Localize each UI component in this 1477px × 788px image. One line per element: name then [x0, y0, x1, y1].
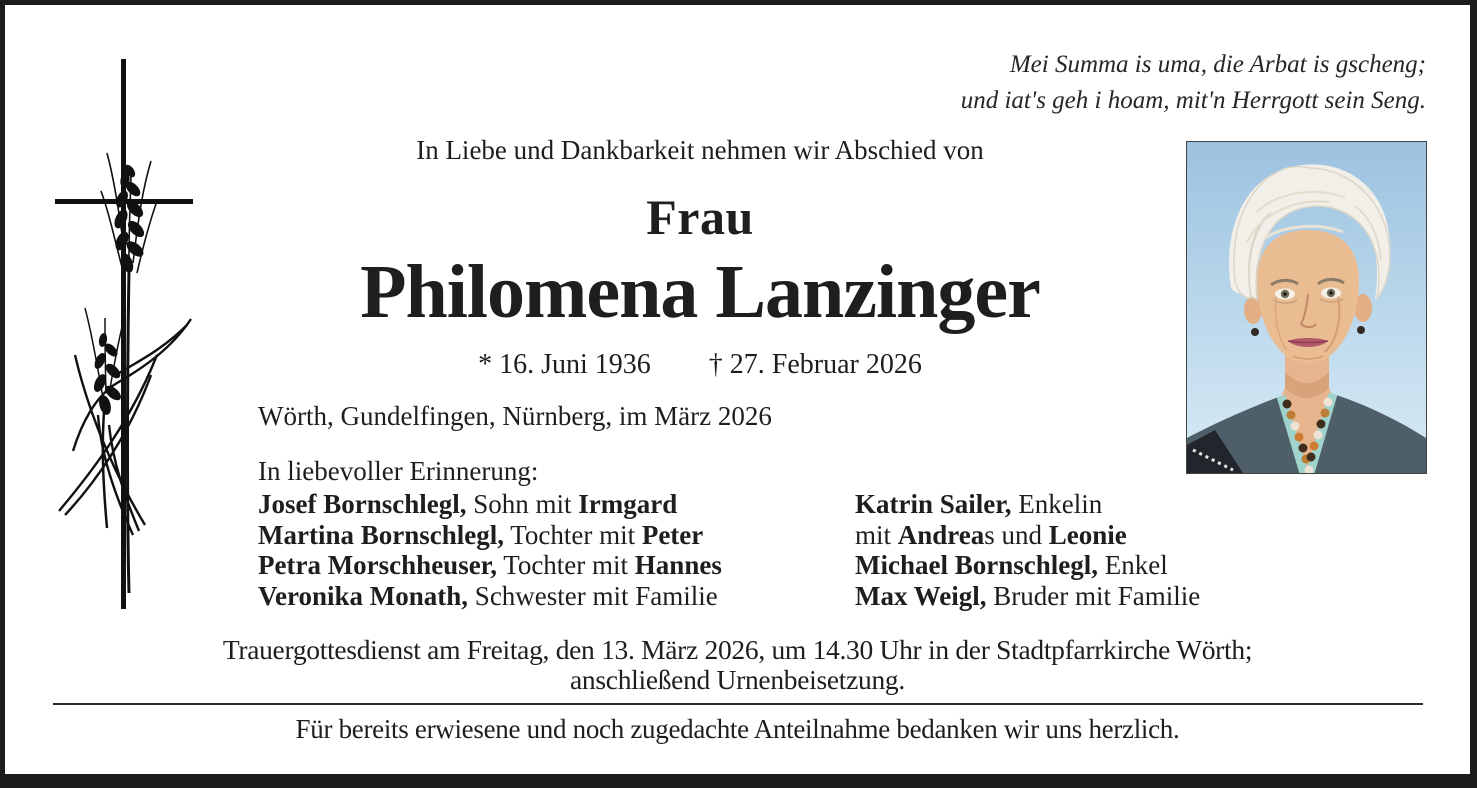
mourner-line: Michael Bornschlegl, Enkel [855, 550, 1168, 580]
quote-line-1: Mei Summa is uma, die Arbat is gscheng; [1009, 51, 1426, 78]
intro-line: In Liebe und Dankbarkeit nehmen wir Abschied von [416, 135, 984, 165]
service-line-2: anschließend Urnenbeisetzung. [570, 664, 905, 695]
death-date: † 27. Februar 2026 [708, 349, 922, 380]
mourners-column-right [855, 489, 1285, 611]
deceased-name: Philomena Lanzinger [360, 250, 1040, 334]
service-announcement [5, 635, 1470, 695]
birth-date: * 16. Juni 1936 [478, 349, 651, 380]
thanks-line: Für bereits erwiesene und noch zugedachte Anteilnahme bedanken wir uns herzlich. [295, 714, 1180, 744]
mourners-column-left [258, 489, 848, 611]
salutation: Frau [646, 189, 754, 245]
mourner-line: Katrin Sailer, Enkelin [855, 489, 1103, 519]
mourner-line: Martina Bornschlegl, Tochter mit Peter [258, 519, 704, 550]
cross-and-wheat-icon [43, 53, 208, 623]
quote-line-2: und iat's geh i hoam, mit'n Herrgott sein Seng. [960, 87, 1426, 114]
places-line: Wörth, Gundelfingen, Nürnberg, im März 2026 [258, 401, 772, 431]
horizontal-divider [53, 703, 1423, 705]
life-dates [258, 349, 1142, 381]
dialect-quote [961, 47, 1426, 119]
mourner-line: Veronika Monath, Schwester mit Familie [258, 580, 718, 611]
service-line-1: Trauergottesdienst am Freitag, den 13. März 2026, um 14.30 Uhr in der Stadtpfarrkirche Wörth; [222, 634, 1253, 665]
mourner-line: Josef Bornschlegl, Sohn mit Irmgard [258, 489, 678, 519]
mourner-line: Max Weigl, Bruder mit Familie [855, 580, 1201, 611]
memory-heading: In liebevoller Erinnerung: [258, 456, 539, 486]
mourner-line: mit Andreas und Leonie [855, 519, 1127, 550]
portrait-photo [1186, 141, 1427, 474]
mourner-line: Petra Morschheuser, Tochter mit Hannes [258, 550, 722, 580]
